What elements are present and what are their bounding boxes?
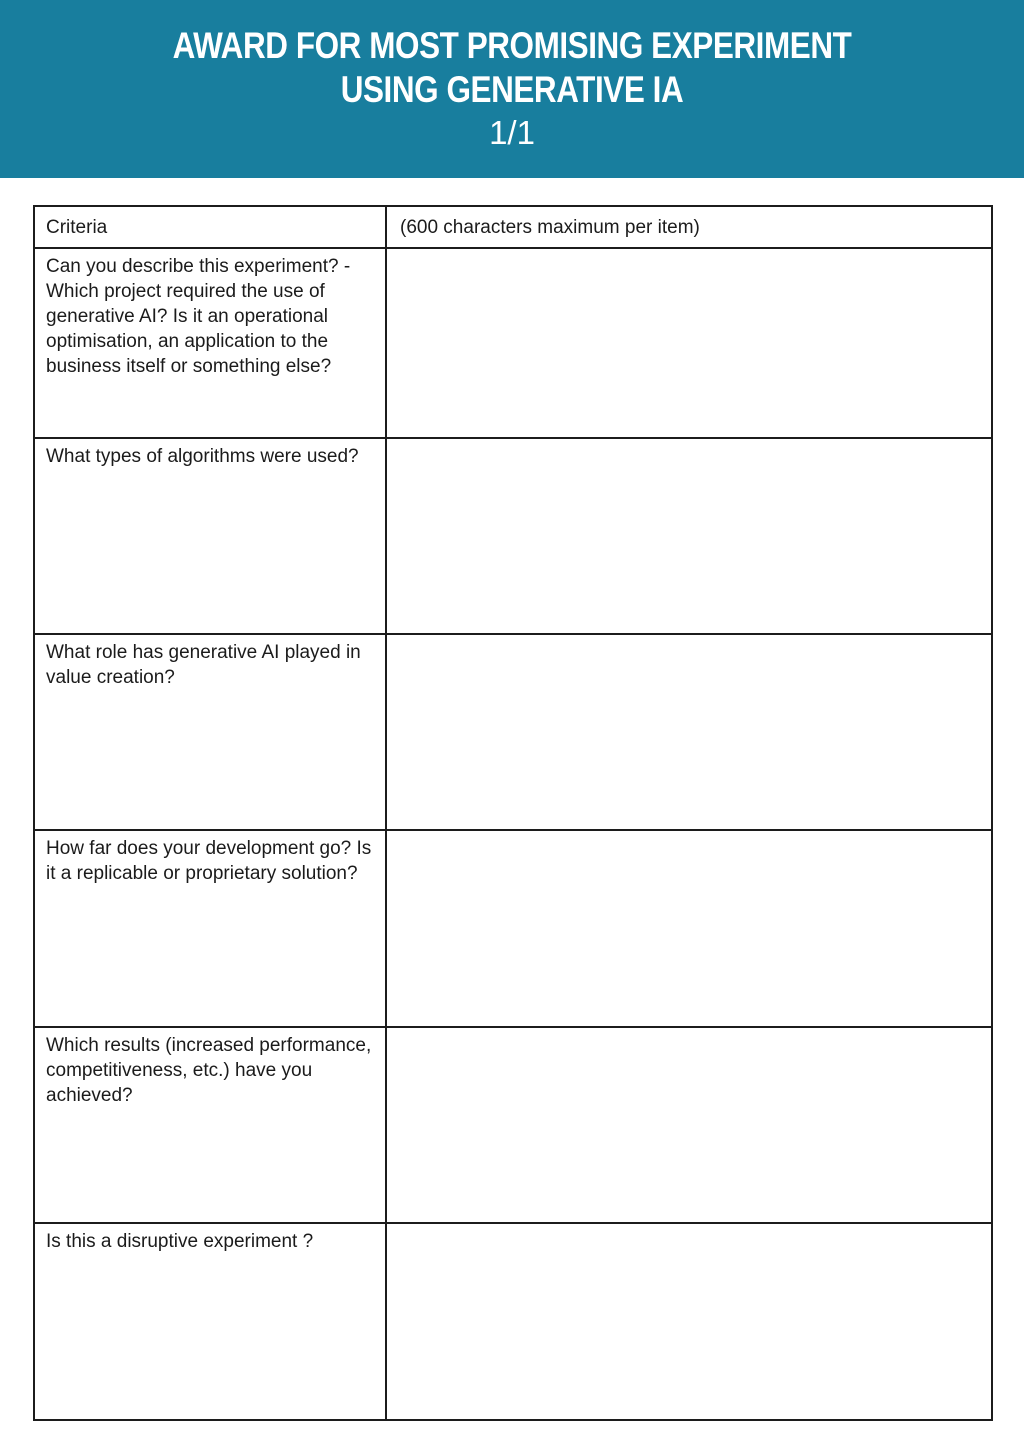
answer-cell-development-scope[interactable] (386, 830, 992, 1027)
table-row (34, 1223, 992, 1420)
table-row (34, 1027, 992, 1223)
criteria-cell-describe-experiment: Can you describe this experiment? - Which project required the use of generative AI? Is it an operational optimisation, an application to the business itself or something else? (34, 248, 386, 438)
header-banner (0, 0, 1024, 178)
criteria-cell-disruptive: Is this a disruptive experiment ? (34, 1223, 386, 1420)
criteria-cell-development-scope: How far does your development go? Is it a replicable or proprietary solution? (34, 830, 386, 1027)
page-title-line2: USING GENERATIVE IA (340, 69, 684, 110)
answer-cell-results[interactable] (386, 1027, 992, 1223)
criteria-cell-algorithms: What types of algorithms were used? (34, 438, 386, 634)
column-header-answer-limit: (600 characters maximum per item) (386, 206, 992, 248)
answer-cell-algorithms[interactable] (386, 438, 992, 634)
criteria-cell-results: Which results (increased performance, competitiveness, etc.) have you achieved? (34, 1027, 386, 1223)
answer-cell-describe-experiment[interactable] (386, 248, 992, 438)
page-title-line1: AWARD FOR MOST PROMISING EXPERIMENT (172, 25, 852, 66)
page-indicator: 1/1 (489, 114, 535, 151)
answer-cell-disruptive[interactable] (386, 1223, 992, 1420)
table-row (34, 830, 992, 1027)
criteria-table (33, 205, 993, 1421)
table-header-row (34, 206, 992, 248)
table-row (34, 248, 992, 438)
table-row (34, 438, 992, 634)
column-header-criteria: Criteria (34, 206, 386, 248)
criteria-cell-value-creation: What role has generative AI played in value creation? (34, 634, 386, 830)
table-row (34, 634, 992, 830)
answer-cell-value-creation[interactable] (386, 634, 992, 830)
